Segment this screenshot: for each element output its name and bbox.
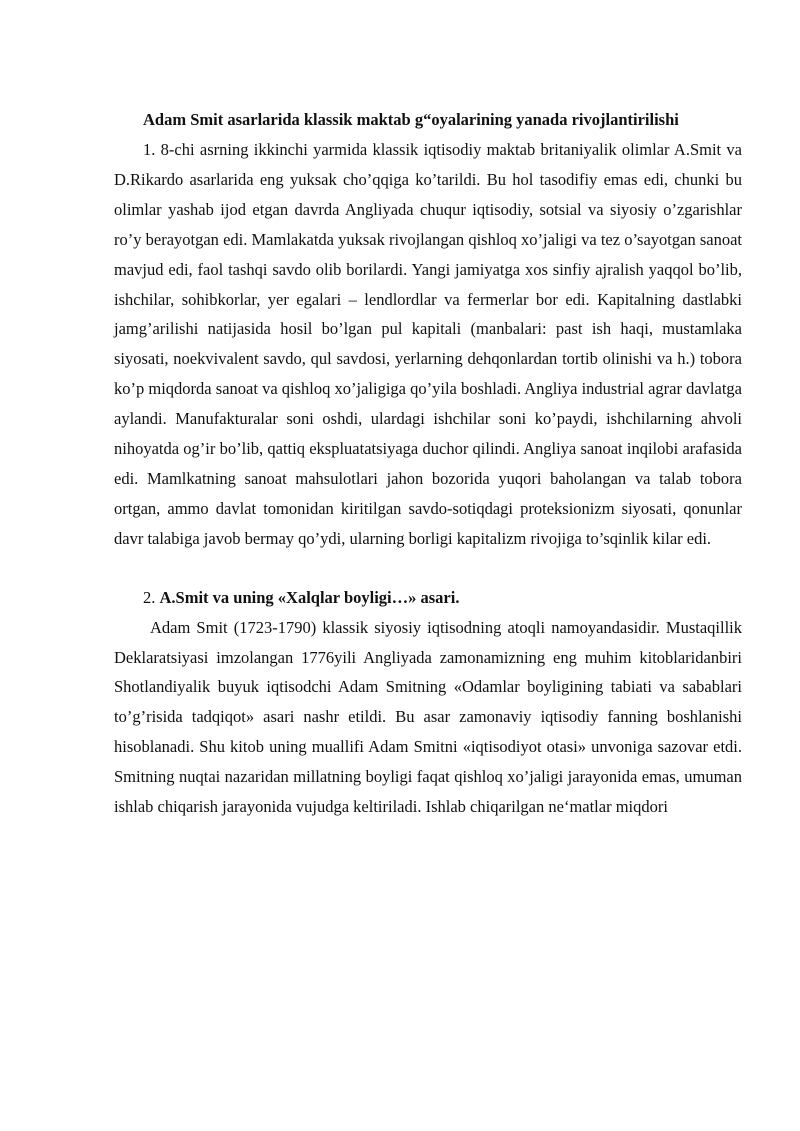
paragraph-2: Adam Smit (1723-1790) klassik siyosiy iqtisodning atoqli namoyandasidir. Mustaqillik Deklaratsiyasi imzolangan 1776yili Angliyada zamonamizning eng muhim kitoblaridanbiri Shotlandiyalik buyuk iqtisodchi Adam Smitning «Odamlar boyligining tabiati va sabablari to’g’risida tadqiqot» asari nashr etildi. Bu asar zamonaviy iqtisodiy fanning boshlanishi hisoblanadi. Shu kitob uning muallifi Adam Smitni «iqtisodiyot otasi» unvoniga sazovar etdi. Smitning nuqtai nazaridan millatning boyligi faqat qishloq xo’jaligi jarayonida emas, umuman ishlab chiqarish jarayonida vujudga keltiriladi. Ishlab chiqarilgan ne‘matlar miqdori bbox=[114, 617, 742, 817]
section-2-number: 2. bbox=[143, 587, 160, 607]
document-title: Adam Smit asarlarida klassik maktab g“oyalarining yanada rivojlantirilishi bbox=[143, 110, 679, 129]
document-page bbox=[114, 104, 742, 822]
section-2-heading bbox=[114, 583, 742, 613]
paragraph-1: 1. 8-chi asrning ikkinchi yarmida klassik iqtisodiy maktab britaniyalik olimlar A.Smit va D.Rikardo asarlarida eng yuksak cho’qqiga ko’tarildi. Bu hol tasodifiy emas edi, chunki bu olimlar yashab ijod etgan davrda Angliyada chuqur iqtisodiy, sotsial va siyosiy o’zgarishlar ro’y berayotgan edi. Mamlakatda yuksak rivojlangan qishloq xo’jaligi va tez o’sayotgan sanoat mavjud edi, faol tashqi savdo olib borilardi. Yangi jamiyatga xos sinfiy ajralish yaqqol bo’lib, ishchilar, sohibkorlar, yer egalari – lendlordlar va fermerlar bor edi. Kapitalning dastlabki jamg’arilishi natijasida hosil bo’lgan pul kapitali (manbalari: past ish haqi, mustamlaka siyosati, noekvivalent savdo, qul savdosi, yerlarning dehqonlardan tortib olinishi va h.) tobora ko’p miqdorda sanoat va qishloq xo’jaligiga qo’yila boshladi. Angliya industrial agrar davlatga aylandi. Manufakturalar soni oshdi, ulardagi ishchilar soni ko’paydi, ishchilarning ahvoli nihoyatda og’ir bo’lib, qattiq ekspluatatsiyaga duchor qilindi. Angliya sanoat inqilobi arafasida edi. Mamlkatning sanoat mahsulotlari jahon bozorida yuqori baholangan va talab tobora ortgan, ammo davlat tomonidan kiritilgan savdo-sotiqdagi proteksionizm siyosati, qonunlar davr talabiga javob bermay qo’ydi, ularning borligi kapitalizm rivojiga to’sqinlik kilar edi. bbox=[114, 140, 742, 548]
section-2-heading-text: A.Smit va uning «Xalqlar boyligi…» asari. bbox=[159, 587, 460, 607]
